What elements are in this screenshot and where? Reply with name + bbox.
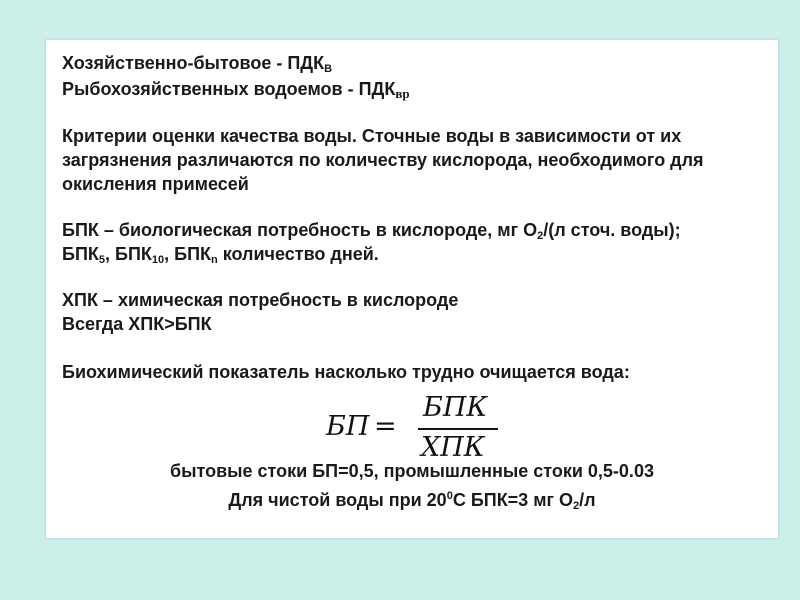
text-line-criteria-3: окисления примесей [62, 174, 249, 194]
household-pdk-text: Хозяйственно-бытовое - ПДК [62, 53, 325, 73]
bpk-definition-text: БПК – биологическая потребность в кислороде, мг O [62, 220, 538, 240]
bpk-units-text: /(л сточ. воды); [543, 220, 681, 240]
clean-water-text-b: С БПК=3 мг O [452, 490, 574, 510]
text-line-criteria-2: загрязнения различаются по количеству кислорода, необходимого для [62, 150, 704, 170]
fraction-bar [418, 428, 498, 430]
bpk-5-subscript: 5 [98, 254, 105, 266]
text-line-household-pdk [62, 52, 332, 80]
degree-superscript: 0 [446, 490, 453, 502]
formula-equals: = [374, 411, 397, 442]
fishery-pdk-subscript: вр [395, 86, 410, 101]
bpk-n-subscript: n [211, 254, 218, 266]
bpk-days-text-c: , БПК [164, 244, 211, 264]
fishery-pdk-text: Рыбохозяйственных водоемов - ПДК [62, 79, 396, 99]
household-pdk-subscript: В [324, 63, 333, 75]
text-line-hpk-definition: ХПК – химическая потребность в кислороде [62, 290, 459, 310]
clean-water-o2-subscript: 2 [573, 500, 580, 512]
bp-formula [326, 390, 526, 463]
text-line-hpk-always: Всегда ХПК>БПК [62, 314, 212, 334]
text-line-bpk-days [62, 243, 379, 271]
text-line-fishery-pdk [62, 78, 410, 105]
bpk-o2-subscript: 2 [537, 230, 544, 242]
text-line-biochemical-index: Биохимический показатель насколько трудно очищается вода: [62, 362, 630, 382]
bpk-days-text-a: БПК [62, 244, 99, 264]
bpk-days-text-b: , БПК [105, 244, 152, 264]
clean-water-text-a: Для чистой воды при 20 [228, 490, 447, 510]
text-line-sewage-values: бытовые стоки БП=0,5, промышленные стоки 0,5-0.03 [170, 461, 654, 481]
formula-numerator: БПК [423, 392, 488, 423]
formula-lhs: БП [326, 411, 370, 442]
formula-denominator: ХПК [421, 432, 485, 463]
text-line-criteria-1: Критерии оценки качества воды. Сточные воды в зависимости от их [62, 126, 682, 146]
bpk-10-subscript: 10 [151, 254, 165, 266]
clean-water-text-c: /л [579, 490, 596, 510]
text-line-clean-water [46, 485, 778, 517]
slide [46, 40, 778, 538]
bpk-days-text-d: количество дней. [217, 244, 379, 264]
